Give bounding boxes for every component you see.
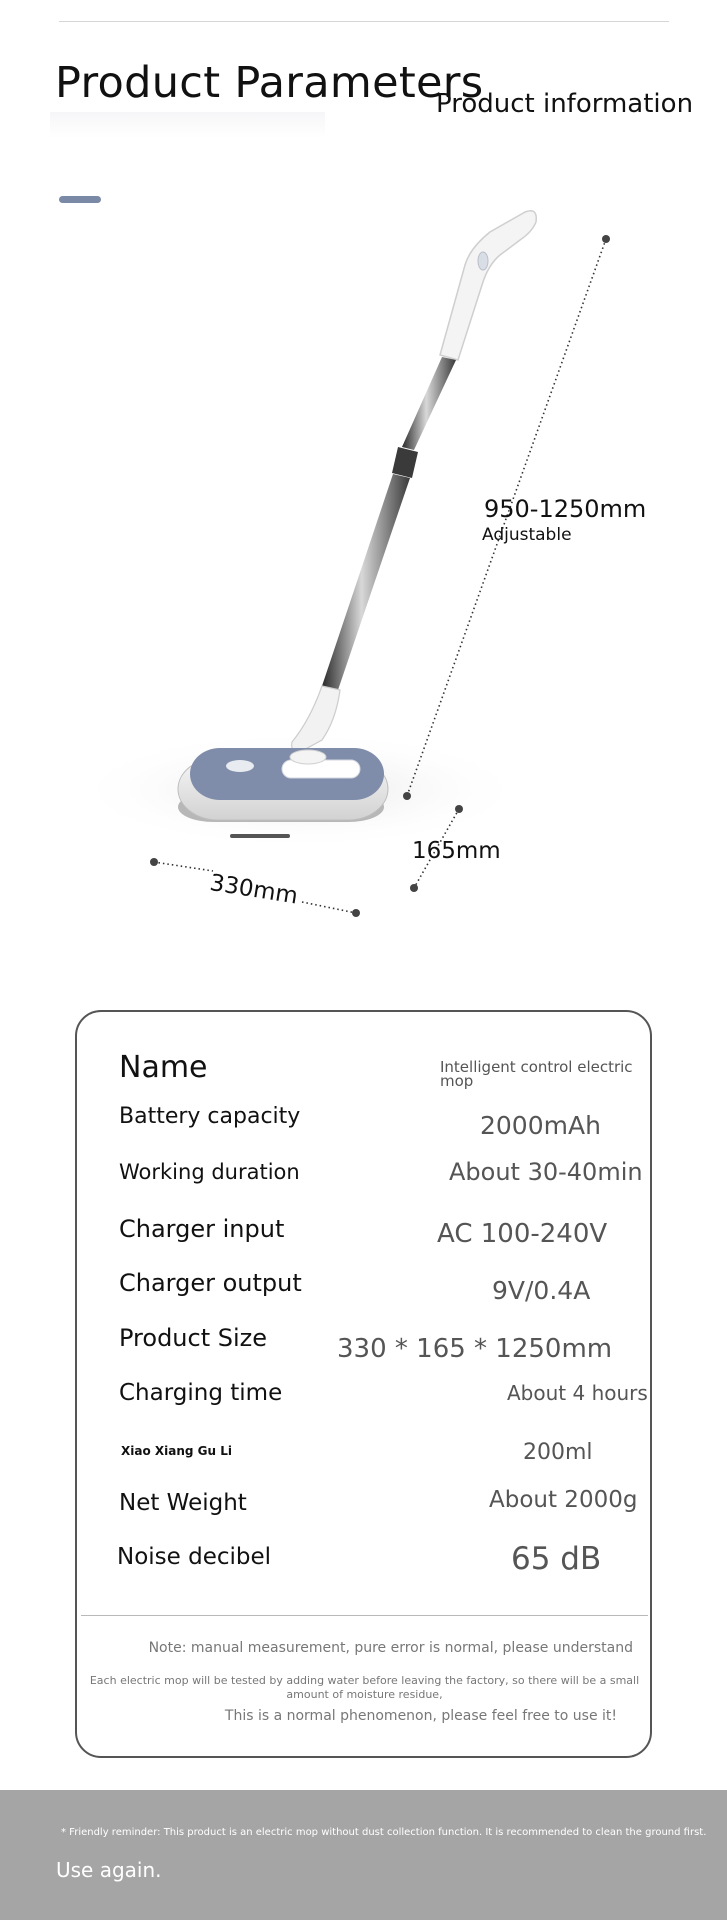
spec-row-charging-time xyxy=(77,1375,650,1425)
width-dimension-line-right xyxy=(302,902,356,913)
spec-value: About 2000g xyxy=(489,1487,638,1513)
mop-base-panel xyxy=(282,760,360,778)
spec-value: 330 * 165 * 1250mm xyxy=(337,1334,613,1364)
spec-label: Noise decibel xyxy=(117,1544,272,1570)
mop-neck-cap xyxy=(290,750,326,764)
spec-value: Intelligent control electric mop xyxy=(440,1058,633,1090)
card-divider xyxy=(81,1615,648,1616)
spec-row-charger-output xyxy=(77,1262,650,1312)
spec-label: Name xyxy=(119,1050,208,1085)
spec-label: Xiao Xiang Gu Li xyxy=(121,1444,232,1458)
spec-label: Battery capacity xyxy=(119,1104,301,1129)
page-title: Product Parameters xyxy=(55,58,484,108)
depth-dimension-label: 165mm xyxy=(412,838,501,864)
note-moisture: Each electric mop will be tested by adding water before leaving the factory, so there will be a small amount of moisture residue, xyxy=(89,1674,640,1701)
spec-row-water-tank xyxy=(77,1430,650,1480)
width-dimension-label: 330mm xyxy=(207,870,300,910)
spec-value: 65 dB xyxy=(511,1541,602,1577)
spec-value: 200ml xyxy=(523,1440,593,1465)
mop-base-slot xyxy=(230,834,290,838)
spec-card xyxy=(75,1010,652,1758)
spec-row-weight xyxy=(77,1482,650,1532)
width-endpoint-left xyxy=(150,858,158,866)
depth-endpoint-top xyxy=(455,805,463,813)
height-endpoint-top xyxy=(602,235,610,243)
width-dimension-line-left xyxy=(154,862,213,871)
top-divider xyxy=(59,21,669,22)
mop-pole-collar xyxy=(392,447,418,478)
spec-row-charger-input xyxy=(77,1208,650,1258)
mop-handle-grip xyxy=(440,211,536,360)
height-endpoint-bottom xyxy=(403,792,411,800)
page-subtitle: Product information xyxy=(436,89,694,119)
spec-value: About 30-40min xyxy=(449,1158,643,1186)
footer-use-again: Use again. xyxy=(56,1858,162,1882)
spec-label: Charging time xyxy=(119,1380,283,1406)
height-dimension-note: Adjustable xyxy=(482,525,572,545)
spec-row-name xyxy=(77,1038,650,1088)
spec-row-battery xyxy=(77,1097,650,1147)
mop-base-knob xyxy=(226,760,254,772)
footer xyxy=(0,1790,727,1920)
spec-label: Working duration xyxy=(119,1160,300,1184)
mop-pole-upper xyxy=(402,357,456,450)
spec-value: 9V/0.4A xyxy=(492,1276,591,1305)
note-phenomenon: This is a normal phenomenon, please feel free to use it! xyxy=(224,1708,617,1724)
spec-label: Charger output xyxy=(119,1269,302,1297)
note-measurement: Note: manual measurement, pure error is normal, please understand xyxy=(148,1640,633,1656)
handle-button xyxy=(478,252,488,270)
spec-row-duration xyxy=(77,1153,650,1203)
footer-reminder: * Friendly reminder: This product is an electric mop without dust collection function. It is recommended to clean the ground first. xyxy=(61,1827,707,1838)
spec-label: Charger input xyxy=(119,1215,285,1243)
spec-label: Product Size xyxy=(119,1324,268,1352)
electric-mop-illustration xyxy=(0,195,727,935)
depth-endpoint-bottom xyxy=(410,884,418,892)
height-dimension-label: 950-1250mm xyxy=(484,495,647,523)
mop-pole-lower xyxy=(322,474,410,690)
spec-value: AC 100-240V xyxy=(437,1219,608,1249)
spec-value: 2000mAh xyxy=(480,1111,601,1140)
width-endpoint-right xyxy=(352,909,360,917)
title-shadow xyxy=(50,112,325,138)
spec-row-size xyxy=(77,1317,650,1367)
spec-value: About 4 hours xyxy=(507,1381,648,1405)
spec-row-noise xyxy=(77,1537,650,1587)
spec-label: Net Weight xyxy=(119,1490,247,1516)
